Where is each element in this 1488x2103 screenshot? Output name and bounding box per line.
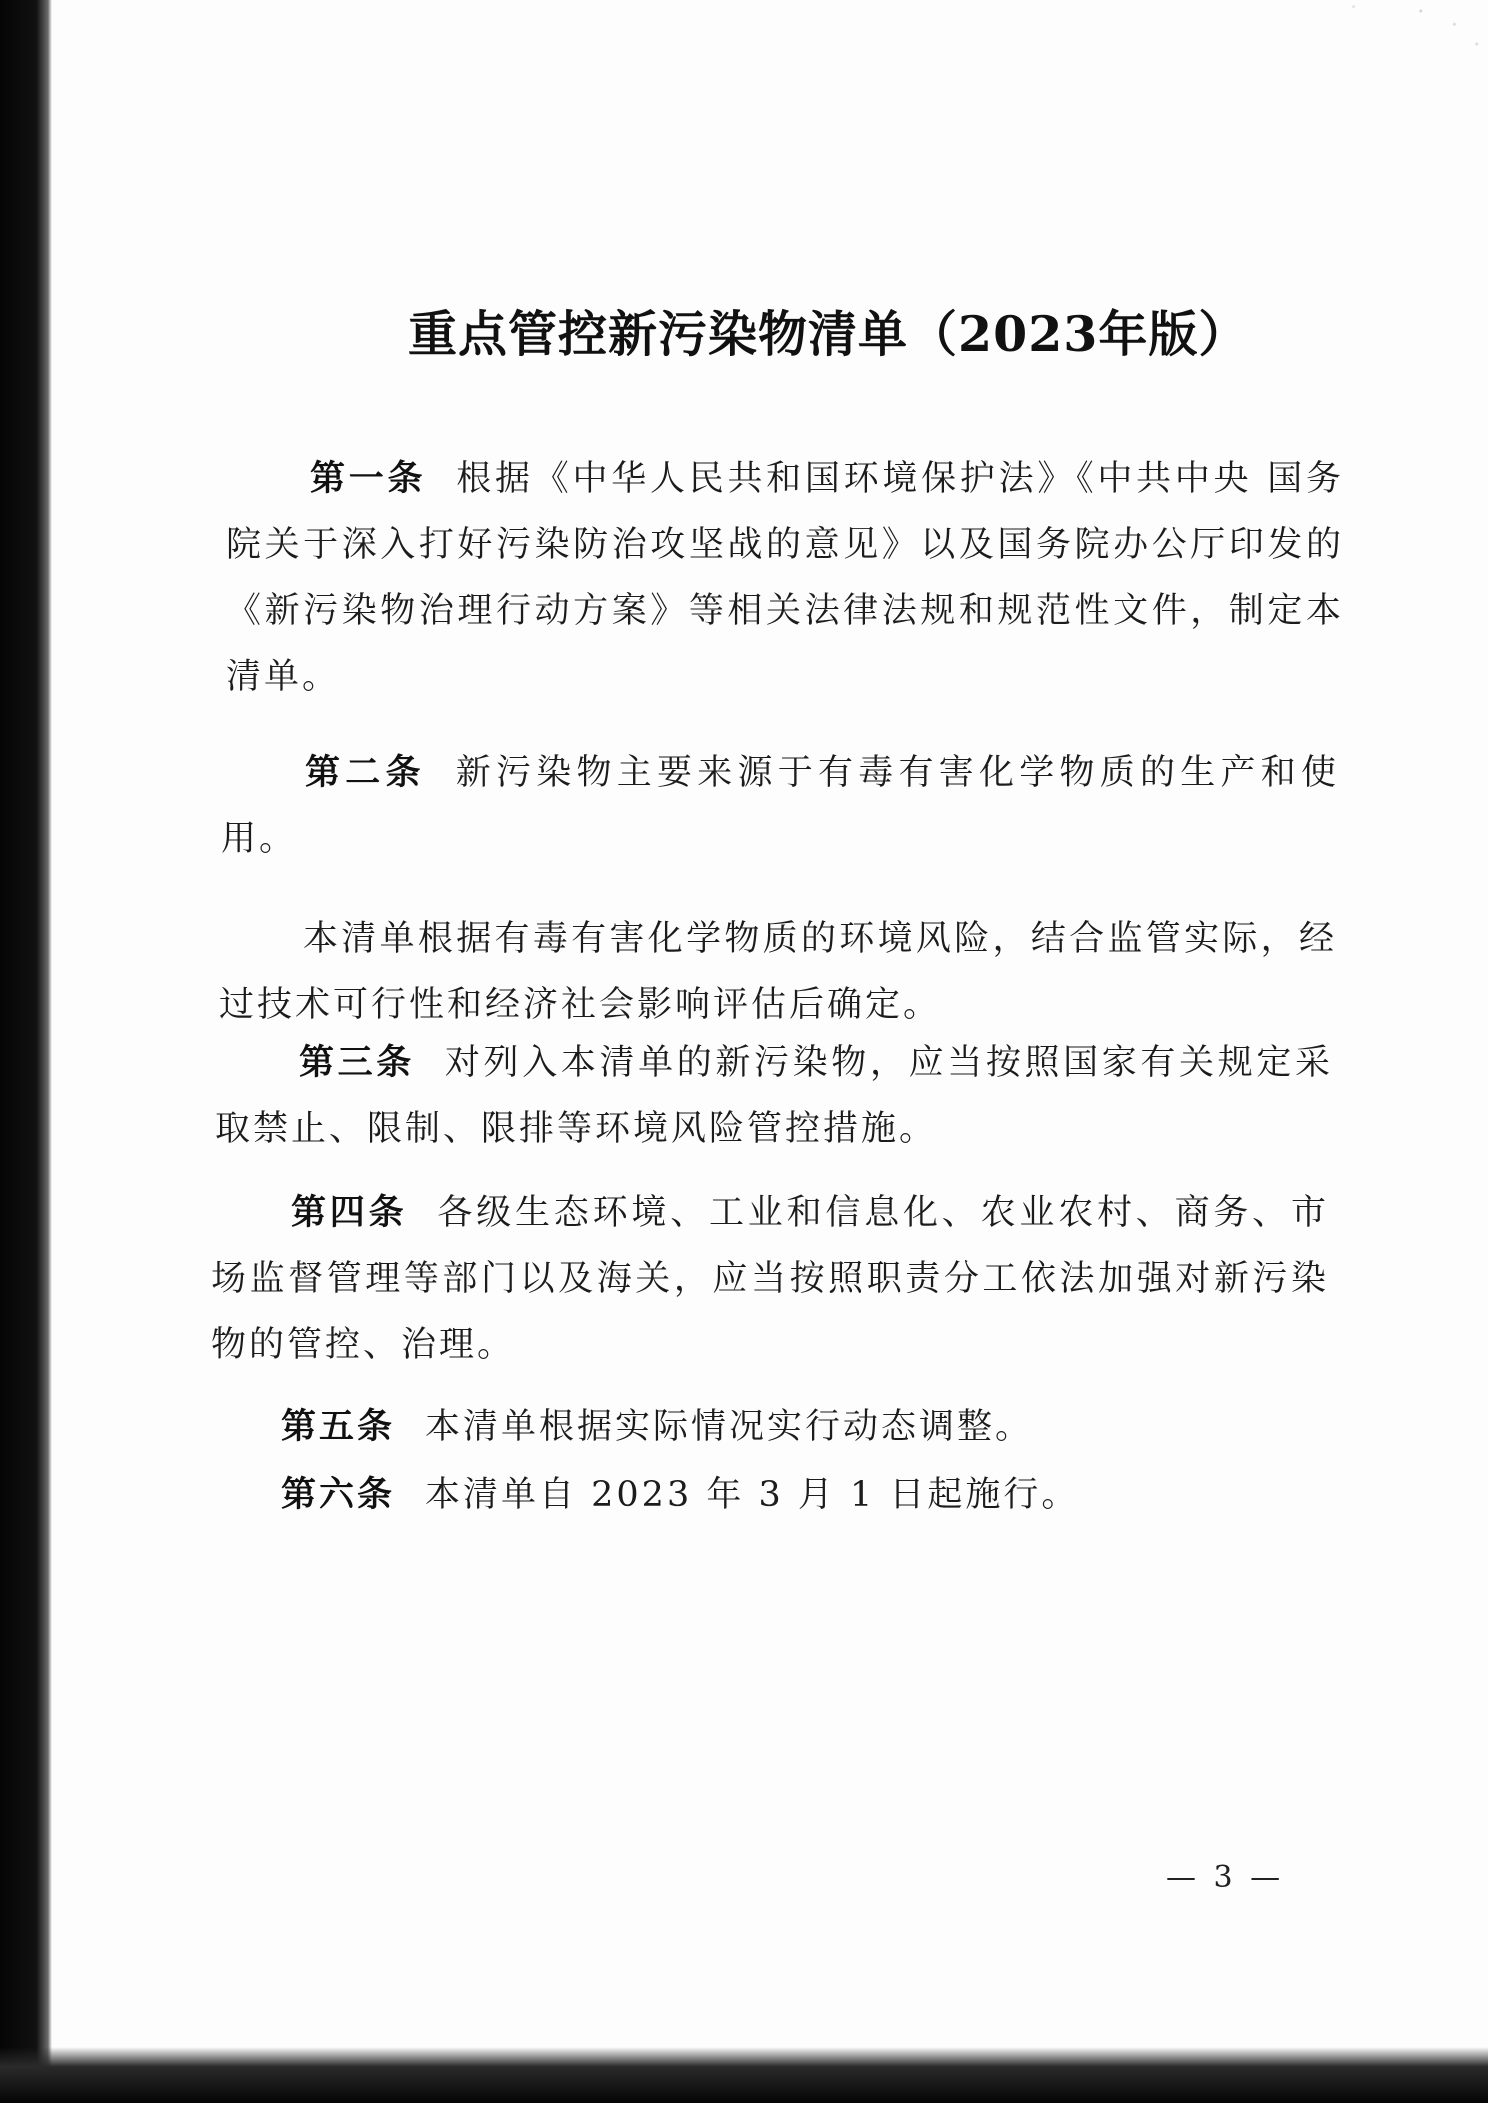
article-5-label: 第五条 bbox=[281, 1406, 396, 1447]
scan-shadow-left bbox=[0, 0, 52, 2103]
article-6 bbox=[211, 1462, 1329, 1528]
article-3-label: 第三条 bbox=[299, 1042, 415, 1083]
article-4-label: 第四条 bbox=[291, 1192, 408, 1233]
article-4 bbox=[211, 1180, 1329, 1378]
article-5-text: 本清单根据实际情况实行动态调整。 bbox=[425, 1407, 1034, 1447]
article-3-text: 对列入本清单的新污染物，应当按照国家有关规定采取禁止、限制、限排等环境风险管控措施。 bbox=[215, 1043, 1333, 1149]
article-2-paragraph-2-text: 本清单根据有毒有害化学物质的环境风险，结合监管实际，经过技术可行性和经济社会影响评估后确定。 bbox=[219, 919, 1337, 1025]
article-1-label: 第一条 bbox=[310, 458, 427, 499]
article-4-text: 各级生态环境、工业和信息化、农业农村、商务、市场监督管理等部门以及海关，应当按照职责分工依法加强对新污染物的管控、治理。 bbox=[211, 1193, 1329, 1365]
article-1-text: 根据《中华人民共和国环境保护法》《中共中央 国务院关于深入打好污染防治攻坚战的意见》以及国务院办公厅印发的《新污染物治理行动方案》等相关法律法规和规范性文件，制定本清单。 bbox=[226, 459, 1344, 697]
article-6-label: 第六条 bbox=[281, 1474, 396, 1515]
article-2-label: 第二条 bbox=[305, 752, 426, 793]
page-number: — 3 — bbox=[1166, 1860, 1285, 1895]
article-1 bbox=[226, 446, 1344, 710]
scan-shadow-bottom bbox=[0, 2047, 1488, 2103]
article-6-text: 本清单自 2023 年 3 月 1 日起施行。 bbox=[425, 1475, 1080, 1515]
article-2-paragraph-2 bbox=[219, 906, 1337, 1038]
article-2-text: 新污染物主要来源于有毒有害化学物质的生产和使用。 bbox=[221, 753, 1339, 859]
article-5 bbox=[211, 1394, 1329, 1460]
scan-noise bbox=[928, 0, 1488, 110]
document-title: 重点管控新污染物清单（2023年版） bbox=[408, 305, 1249, 363]
article-3 bbox=[215, 1030, 1333, 1162]
article-2 bbox=[221, 740, 1339, 872]
